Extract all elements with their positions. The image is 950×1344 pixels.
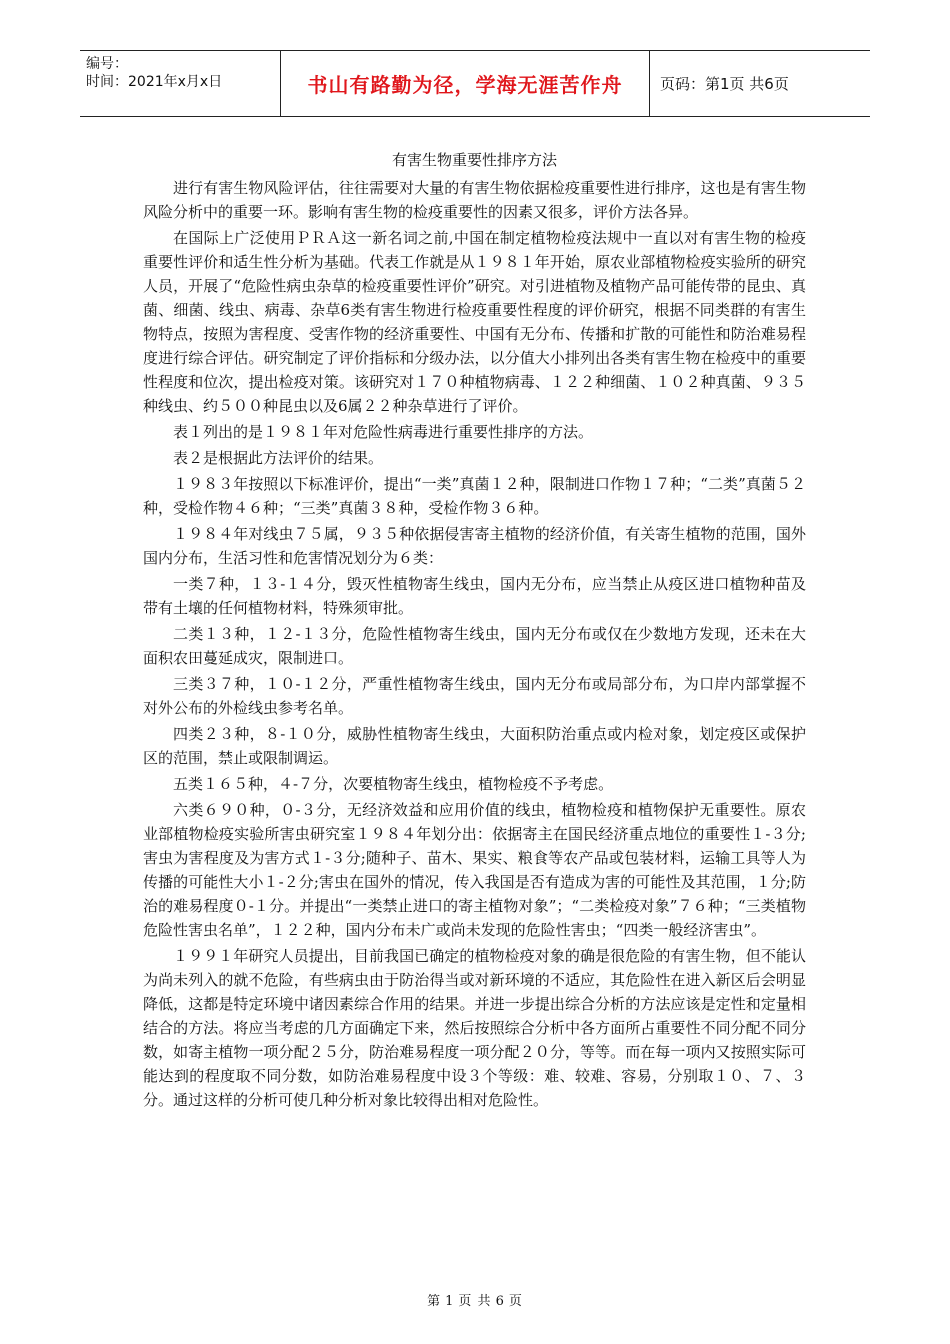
page-footer — [0, 1290, 950, 1309]
document-body — [143, 148, 806, 1114]
paragraph: 五类１６５种，４-７分，次要植物寄生线虫，植物检疫不予考虑。 — [173, 775, 614, 793]
paragraph: 一类７种，１３-１４分，毁灭性植物寄生线虫，国内无分布，应当禁止从疫区进口植物种苗及带有土壤的任何植物材料，特殊须审批。 — [143, 575, 806, 617]
paragraph: 在国际上广泛使用ＰＲＡ这一新名词之前,中国在制定植物检疫法规中一直以对有害生物的检疫重要性评价和适生性分析为基础。代表工作就是从１９８１年开始，原农业部植物检疫实验所的研究人员，开展了“危险性病虫杂草的检疫重要性评价”研究。对引进植物及植物产品可能传带的昆虫、真菌、细菌、线虫、病毒、杂草6类有害生物进行检疫重要性程度的评价研究，根据不同类群的有害生物特点，按照为害程度、受害作物的经济重要性、中国有无分布、传播和扩散的可能性和防治难易程度进行综合评估。研究制定了评价指标和分级办法，以分值大小排列出各类有害生物在检疫中的重要性程度和位次，提出检疫对策。该研究对１７０种植物病毒、１２２种细菌、１０２种真菌、９３５种线虫、约５００种昆虫以及6属２２种杂草进行了评价。 — [143, 229, 806, 415]
header-page-info: 页码：第1页 共6页 — [660, 75, 789, 93]
footer-page-number: 1 — [445, 1294, 455, 1309]
header-motto-cell — [281, 51, 650, 117]
document-title: 有害生物重要性排序方法 — [391, 151, 557, 169]
header-motto: 书山有路勤为径，学海无涯苦作舟 — [307, 73, 623, 97]
header-meta — [80, 51, 281, 117]
paragraph: 六类６９０种，０-３分，无经济效益和应用价值的线虫，植物检疫和植物保护无重要性。原农业部植物检疫实验所害虫研究室１９８４年划分出：依据寄主在国民经济重点地位的重要性１-３分;害虫为害程度及为害方式１-３分;随种子、苗木、果实、粮食等农产品或包装材料，运输工具等人为传播的可能性大小１-２分;害虫在国外的情况，传入我国是否有造成为害的可能性及其范围，１分;防治的难易程度０-１分。并提出“一类禁止进口的寄主植物对象”；“二类检疫对象”７６种；“三类植物危险性害虫名单”，１２２种，国内分布未广或尚未发现的危险性害虫；“四类一般经济害虫”。 — [143, 801, 806, 939]
paragraph: 进行有害生物风险评估，往往需要对大量的有害生物依据检疫重要性进行排序，这也是有害生物风险分析中的重要一环。影响有害生物的检疫重要性的因素又很多，评价方法各异。 — [143, 179, 806, 221]
document-number-label: 编号： — [86, 56, 128, 72]
paragraph: 四类２３种，８-１０分，威胁性植物寄生线虫，大面积防治重点或内检对象，划定疫区或保护区的范围，禁止或限制调运。 — [143, 725, 806, 767]
paragraph: １９９１年研究人员提出，目前我国已确定的植物检疫对象的确是很危险的有害生物，但不能认为尚未列入的就不危险，有些病虫由于防治得当或对新环境的不适应，其危险性在进入新区后会明显降低，这都是特定环境中诸因素综合作用的结果。并进一步提出综合分析的方法应该是定性和定量相结合的方法。将应当考虑的几方面确定下来，然后按照综合分析中各方面所占重要性不同分配不同分数，如寄主植物一项分配２５分，防治难易程度一项分配２０分，等等。而在每一项内又按照实际可能达到的程度取不同分数，如防治难易程度中设３个等级：难、较难、容易，分别取１０、７、３分。通过这样的分析可使几种分析对象比较得出相对危险性。 — [143, 947, 806, 1109]
paragraph: 表１列出的是１９８１年对危险性病毒进行重要性排序的方法。 — [173, 423, 594, 441]
paragraph: 表２是根据此方法评价的结果。 — [173, 449, 384, 467]
page-header — [80, 50, 870, 117]
paragraph: １９８４年对线虫７５属，９３５种依据侵害寄主植物的经济价值，有关寄生植物的范围，国外国内分布，生活习性和危害情况划分为６类： — [143, 525, 806, 567]
footer-total-pages: 6 — [495, 1294, 505, 1309]
paragraph: 三类３７种，１０-１２分，严重性植物寄生线虫，国内无分布或局部分布，为口岸内部掌握不对外公布的外检线虫参考名单。 — [143, 675, 806, 717]
footer-suffix: 页 — [508, 1294, 523, 1309]
paragraph: 二类１３种，１２-１３分，危险性植物寄生线虫，国内无分布或仅在少数地方发现，还未在大面积农田蔓延成灾，限制进口。 — [143, 625, 806, 667]
document-time-label: 时间：2021年x月x日 — [86, 74, 223, 90]
footer-prefix: 第 — [427, 1294, 442, 1309]
footer-middle: 页 共 — [458, 1294, 492, 1309]
paragraph: １９８３年按照以下标准评价，提出“一类”真菌１２种，限制进口作物１７种；“二类”真菌５２种，受检作物４６种；“三类”真菌３８种，受检作物３６种。 — [143, 475, 806, 517]
